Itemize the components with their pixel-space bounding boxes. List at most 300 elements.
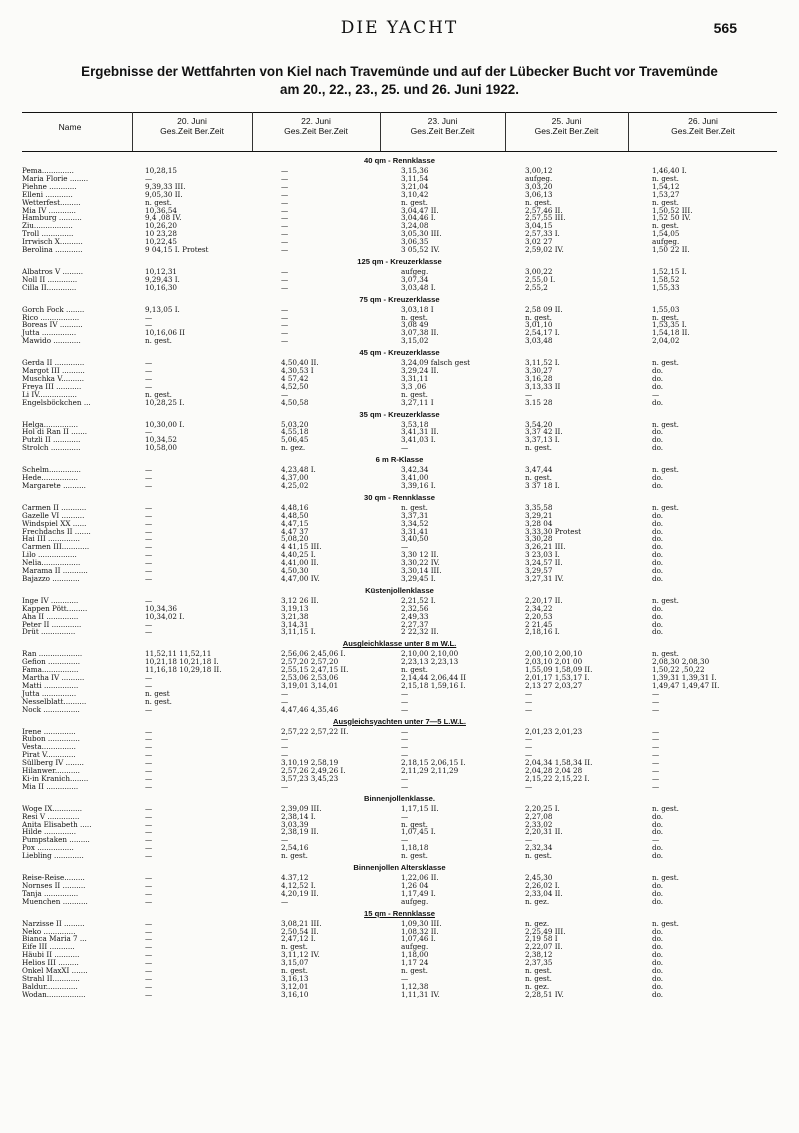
time-cell: 3,27,11 I (401, 397, 434, 407)
time-cell: — (281, 781, 289, 791)
time-cell: 10,58,00 (145, 443, 178, 453)
time-cell: 2,23,13 2,23,13 (401, 657, 459, 667)
yacht-name: Maria Florie ........ (22, 173, 89, 183)
date-label: 26. Juni (688, 116, 718, 126)
time-cell: 1,52 50 IV. (652, 213, 691, 223)
time-cell: n. gest. (401, 819, 428, 829)
time-cell: 3,06,13 (525, 189, 553, 199)
time-cell: do. (652, 619, 664, 629)
time-cell: do. (652, 443, 664, 453)
time-cell: 3,11,52 I. (525, 358, 560, 368)
time-cell: 4,12,52 I. (281, 880, 316, 890)
time-cell: n. gest. (401, 851, 428, 861)
time-cell: aufgeg. (401, 896, 429, 906)
time-cell: 10,16,06 II (145, 328, 185, 338)
table-row (0, 735, 799, 743)
table-row (0, 399, 799, 407)
yacht-name: Frechdachs II ....... (22, 526, 91, 536)
time-cell: — (401, 742, 409, 752)
table-row (0, 482, 799, 490)
time-cell: — (145, 480, 153, 490)
time-cell: — (145, 542, 153, 552)
time-cell: 10,34,36 (145, 603, 178, 613)
table-row (0, 230, 799, 238)
time-cell: 1,55,03 (652, 304, 680, 314)
time-cell: 1,50,52 III. (652, 205, 693, 215)
time-cell: do. (652, 958, 664, 968)
time-cell: — (145, 934, 153, 944)
time-cell: 2,57,46 II. (525, 205, 563, 215)
time-cell: n. gest. (281, 942, 308, 952)
time-cell: — (145, 558, 153, 568)
yacht-name: Boreas IV .......... (22, 320, 83, 330)
time-cell: 3,16,13 (281, 973, 309, 983)
yacht-name: Nesselblatt.......... (22, 696, 87, 706)
time-cell: 2,01,17 1,53,17 I. (525, 673, 590, 682)
table-row (0, 975, 799, 983)
time-cell: 2,20,53 (525, 611, 553, 621)
time-cell: 2,10,00 2,10,00 (401, 649, 459, 659)
time-cell: n. gest. (401, 966, 428, 975)
time-cell: — (281, 282, 289, 292)
table-row (0, 329, 799, 337)
time-cell: 3,24,09 falsch gest (401, 358, 471, 368)
yacht-name: Reise-Reise......... (22, 873, 85, 882)
time-cell: 2,57,20 2,57,20 (281, 657, 339, 667)
yacht-name: Lilo ................. (22, 550, 77, 560)
time-cell: 1,18,00 (401, 950, 429, 960)
class-section-heading (0, 156, 799, 166)
table-row (0, 805, 799, 813)
time-cell: do. (652, 843, 664, 853)
time-cell: — (281, 166, 289, 175)
time-cell: 3,30,27 (525, 366, 553, 375)
time-cell: 2,25,49 III. (525, 926, 566, 936)
time-cell: n. gest. (145, 336, 172, 346)
time-cell: 3,41,00 (401, 473, 429, 482)
time-cell: 10,30,00 I. (145, 419, 185, 429)
table-row (0, 512, 799, 520)
table-row (0, 183, 799, 191)
time-cell: 9,29,43 I. (145, 274, 180, 284)
time-cell: 4 41,15 III. (281, 542, 322, 552)
time-cell: 2 22,32 II. (401, 627, 439, 637)
table-row (0, 775, 799, 783)
class-section-heading (0, 586, 799, 596)
yacht-name: Cilla II............. (22, 282, 77, 292)
yacht-name: Vesta............... (22, 742, 76, 752)
time-cell: — (145, 942, 153, 952)
time-cell: — (652, 781, 660, 791)
time-cell: 3,30 12 II. (401, 550, 439, 560)
time-cell: — (145, 766, 153, 775)
time-cell: 3,11,54 (401, 173, 429, 183)
yacht-name: Matti ............... (22, 680, 79, 690)
class-section-heading (0, 863, 799, 873)
yacht-name: Elleni ............ (22, 189, 73, 199)
time-cell: — (525, 750, 533, 760)
yacht-name: Jutta ............... (22, 328, 77, 338)
date-label: 25. Juni (551, 116, 582, 126)
time-cell: 4,50,40 II. (281, 358, 319, 368)
time-cell: 4,30,53 I (281, 366, 314, 375)
table-row (0, 852, 799, 860)
time-cell: — (145, 550, 153, 560)
time-cell: — (145, 510, 153, 520)
time-cell: do. (652, 851, 664, 861)
time-cell: 3,10,19 2,58,19 (281, 758, 339, 768)
time-cell: 1,46,40 I. (652, 166, 687, 175)
time-cell: n. gez. (525, 896, 550, 906)
yacht-name: Nelia................. (22, 558, 81, 568)
time-cell: 2,59,02 IV. (525, 245, 564, 254)
time-cell: do. (652, 603, 664, 613)
time-cell: 1,54,05 (652, 229, 680, 239)
time-cell: — (145, 726, 153, 736)
time-cell: 3,01,10 (525, 320, 553, 330)
time-cell: 3,21,04 (401, 181, 429, 191)
table-row (0, 890, 799, 898)
time-cell: — (525, 781, 533, 791)
time-cell: n. gest. (525, 851, 552, 861)
time-cell: 1,18,18 (401, 843, 429, 853)
time-cell: do. (652, 435, 664, 445)
time-cell: do. (652, 566, 664, 575)
time-cell: — (652, 742, 660, 752)
time-cell: 2 21,45 (525, 619, 553, 629)
time-cell: 2,00,10 2,00,10 (525, 649, 583, 659)
yacht-name: Ki-in Kranich........ (22, 773, 89, 783)
time-cell: 2,45,30 (525, 873, 553, 882)
time-cell: 3,00,22 (525, 266, 553, 276)
time-cell: — (281, 320, 289, 330)
table-row (0, 383, 799, 391)
time-cell: — (145, 595, 153, 605)
time-cell: do. (652, 934, 664, 944)
time-cell: 3,03,20 (525, 181, 553, 191)
table-row (0, 698, 799, 706)
yacht-name: Fama................ (22, 665, 79, 675)
column-header-26-juni (630, 116, 776, 136)
time-cell: 3,07,38 II. (401, 328, 439, 338)
time-cell: — (145, 573, 153, 583)
time-cell: n. gez. (281, 443, 306, 453)
time-cell: 3,02 27 (525, 237, 553, 247)
time-cell: 1,50,22 ,50,22 (652, 665, 705, 675)
time-cell: — (145, 366, 153, 375)
table-row (0, 628, 799, 636)
yacht-name: Windspiel XX ...... (22, 518, 87, 528)
time-cell: do. (652, 819, 664, 829)
class-section-heading (0, 257, 799, 267)
time-cell: 1,22,06 II. (401, 873, 439, 882)
time-cell: — (145, 958, 153, 968)
yacht-name: Strolch ............. (22, 443, 81, 453)
table-row (0, 935, 799, 943)
table-row (0, 836, 799, 844)
time-cell: 3,04,46 I. (401, 213, 436, 223)
class-section-title: 30 qm - Rennklasse (364, 492, 435, 502)
table-row (0, 920, 799, 928)
yacht-name: Hilde .............. (22, 827, 76, 837)
time-cell: 2,22,07 II. (525, 942, 563, 952)
time-cell: 2,03,10 2,01 00 (525, 657, 583, 667)
class-section-heading (0, 493, 799, 503)
time-cell: 3,21,38 (281, 611, 309, 621)
time-cell: 2,54,17 I. (525, 328, 560, 338)
table-row (0, 882, 799, 890)
time-cell: — (525, 696, 533, 706)
time-cell: 3,24,08 (401, 221, 429, 231)
time-cell: 3,03,39 (281, 819, 309, 829)
time-cell: n. gest. (525, 197, 552, 207)
time-cell: do. (652, 888, 664, 898)
time-cell: do. (652, 558, 664, 568)
time-cell: n. gez. (525, 918, 550, 928)
journal-title: DIE YACHT (340, 18, 459, 38)
time-cell: 2,20,25 I. (525, 803, 560, 813)
time-cell: 2,27,08 (525, 811, 553, 821)
time-cell: — (401, 726, 409, 736)
time-cell: do. (652, 896, 664, 906)
table-row (0, 951, 799, 959)
time-cell: 1,53,27 (652, 189, 680, 199)
time-cell: 4,50,58 (281, 397, 309, 407)
time-cell: — (145, 473, 153, 482)
time-cell: 1,12,38 (401, 981, 429, 991)
time-cell: 2,18,16 I. (525, 627, 560, 637)
yacht-name: Ran ................... (22, 649, 83, 659)
table-row (0, 367, 799, 375)
yacht-name: Neko .............. (22, 926, 76, 936)
class-section-title: 40 qm - Rennklasse (364, 156, 435, 165)
time-cell: 2,21,52 I. (401, 595, 436, 605)
time-cell: 2,32,34 (525, 843, 553, 853)
time-cell: — (401, 773, 409, 783)
time-cell: — (281, 750, 289, 760)
table-row (0, 743, 799, 751)
time-cell: 2,57,22 2,57,22 II. (281, 726, 349, 736)
yacht-name: Li IV................. (22, 389, 77, 399)
time-cell: 3.15 28 (525, 397, 553, 407)
time-cell: do. (652, 427, 664, 437)
time-cell: — (281, 274, 289, 284)
time-cell: 2,55,15 2,47,15 II. (281, 665, 349, 675)
time-cell: 4 57,42 (281, 373, 309, 383)
class-section-title: 75 qm - Kreuzerklasse (359, 294, 440, 304)
time-cell: — (145, 734, 153, 744)
time-cell: — (281, 266, 289, 276)
class-section-heading (0, 717, 799, 727)
yacht-name: Martha IV .......... (22, 673, 85, 682)
class-section-heading (0, 295, 799, 305)
table-row (0, 466, 799, 474)
time-cell: 3,15,07 (281, 958, 309, 968)
time-cell: — (281, 245, 289, 254)
table-row (0, 613, 799, 621)
time-cell: 1,39,31 1,39,31 I. (652, 673, 717, 682)
subheader-label: Ges.Zeit Ber.Zeit (671, 126, 735, 136)
time-cell: — (145, 320, 153, 330)
time-cell: do. (652, 880, 664, 890)
time-cell: 2,34,22 (525, 603, 553, 613)
time-cell: 2,57,26 2,49,26 I. (281, 766, 346, 775)
time-cell: — (652, 758, 660, 768)
table-row (0, 991, 799, 999)
table-row (0, 504, 799, 512)
time-cell: — (145, 973, 153, 983)
yacht-name: Schelm.............. (22, 465, 81, 475)
table-row (0, 191, 799, 199)
time-cell: 4.37,12 (281, 873, 309, 882)
yacht-name: Pema.............. (22, 166, 74, 175)
table-row (0, 222, 799, 230)
time-cell: 2,04,34 1,58,34 II. (525, 758, 593, 768)
yacht-name: Bianca Maria 7 ... (22, 934, 87, 944)
time-cell: 3,29,24 II. (401, 366, 439, 375)
time-cell: 3,41,31 II. (401, 427, 439, 437)
time-cell: — (145, 888, 153, 898)
time-cell: — (145, 843, 153, 853)
yacht-name: Mia IV ............ (22, 205, 76, 215)
time-cell: 2,53,06 2,53,06 (281, 673, 339, 682)
time-cell: — (525, 688, 533, 698)
time-cell: 1,26 04 (401, 880, 429, 890)
yacht-name: Inge IV ............ (22, 595, 79, 605)
time-cell: 2,04,02 (652, 336, 680, 346)
time-cell: do. (652, 966, 664, 975)
time-cell: 3,39,16 I. (401, 480, 436, 490)
time-cell: n. gest. (525, 973, 552, 983)
yacht-name: Eife III ........... (22, 942, 75, 952)
time-cell: 3,13,33 II (525, 381, 561, 391)
class-section-title: Ausgleichklasse unter 8 m W.L. (342, 639, 457, 649)
time-cell: 3,27,31 IV. (525, 573, 564, 583)
class-section-title: Ausgleichsyachten unter 7—5 L.W.L. (333, 716, 466, 726)
table-row (0, 605, 799, 613)
time-cell: 3,19,13 (281, 603, 309, 613)
time-cell: — (145, 827, 153, 837)
time-cell: do. (652, 518, 664, 528)
yacht-name: Drüt ............... (22, 627, 76, 637)
time-cell: n. gest. (652, 221, 679, 231)
class-section-title: 125 qm - Kreuzerklasse (357, 256, 442, 266)
time-cell: — (281, 312, 289, 322)
time-cell: — (145, 373, 153, 383)
time-cell: do. (652, 534, 664, 544)
time-cell: — (401, 781, 409, 791)
time-cell: do. (652, 381, 664, 391)
time-cell: 2,13 27 2,03,27 (525, 680, 583, 690)
time-cell: — (401, 542, 409, 552)
yacht-name: Margarete .......... (22, 480, 86, 490)
time-cell: 4,25,02 (281, 480, 309, 490)
time-cell: — (525, 734, 533, 744)
time-cell: — (652, 389, 660, 399)
yacht-name: Gerda II ............. (22, 358, 85, 368)
time-cell: 2,20,31 II. (525, 827, 563, 837)
yacht-name: Kappen Pött......... (22, 603, 88, 613)
column-header-25-juni (507, 116, 626, 136)
time-cell: 3,04,47 II. (401, 205, 439, 215)
yacht-name: Liebling ............. (22, 851, 84, 861)
time-cell: — (281, 189, 289, 199)
yacht-name: Carmen III............ (22, 542, 90, 552)
time-cell: do. (652, 989, 664, 999)
results-title-line-2: am 20., 22., 23., 25. und 26. Juni 1922. (280, 82, 519, 97)
time-cell: 1,17 24 (401, 958, 429, 968)
time-cell: do. (652, 811, 664, 821)
time-cell: 4,52,50 (281, 381, 309, 391)
time-cell: — (145, 358, 153, 368)
time-cell: 4,47 37 (281, 526, 309, 536)
time-cell: n. gez. (525, 981, 550, 991)
table-row (0, 551, 799, 559)
table-row (0, 898, 799, 906)
time-cell: 1,11,31 IV. (401, 989, 440, 999)
time-cell: n. gest. (401, 197, 428, 207)
table-row (0, 959, 799, 967)
time-cell: 3,08 49 (401, 320, 429, 330)
yacht-name: Engelsböckchen ... (22, 397, 91, 407)
time-cell: 10,28,15 (145, 166, 178, 175)
yacht-name: Irene .............. (22, 726, 76, 736)
time-cell: n. gest. (652, 649, 679, 659)
yacht-name: Mia II .............. (22, 781, 79, 791)
time-cell: — (281, 696, 289, 706)
yacht-name: Hilanwer........... (22, 766, 80, 775)
results-title-line-1: Ergebnisse der Wettfahrten von Kiel nach Travemünde und auf der Lübecker Bucht vor Travemünde (81, 64, 718, 79)
yacht-name: Carmen II ........... (22, 502, 87, 512)
time-cell: — (281, 742, 289, 752)
yacht-name: Mawido ............ (22, 336, 81, 346)
yacht-name: Nock ................ (22, 704, 80, 714)
table-row (0, 436, 799, 444)
time-cell: 3,15,36 (401, 166, 429, 175)
yacht-name: Häubi II ........... (22, 950, 80, 960)
table-row (0, 268, 799, 276)
yacht-name: Bajazzo ............ (22, 573, 80, 583)
yacht-name: Aha II .............. (22, 611, 79, 621)
time-cell: 3,42,34 (401, 465, 429, 475)
column-header-23-juni (382, 116, 503, 136)
time-cell: n. gest. (145, 696, 172, 706)
time-cell: — (652, 734, 660, 744)
table-row (0, 474, 799, 482)
time-cell: 1,08,32 II. (401, 926, 439, 936)
time-cell: n. gest. (401, 665, 428, 675)
time-cell: 3,24,57 II. (525, 558, 563, 568)
time-cell: — (145, 851, 153, 861)
table-row (0, 813, 799, 821)
time-cell: — (145, 680, 153, 690)
time-cell: 10,16,30 (145, 282, 178, 292)
time-cell: n. gest. (652, 197, 679, 207)
table-row (0, 214, 799, 222)
table-row (0, 874, 799, 882)
table-row (0, 828, 799, 836)
time-cell: — (525, 835, 533, 845)
time-cell: 3,54,20 (525, 419, 553, 429)
date-label: 23. Juni (427, 116, 458, 126)
column-divider (132, 112, 133, 151)
time-cell: 3,30,22 IV. (401, 558, 440, 568)
table-row (0, 535, 799, 543)
time-cell: — (652, 704, 660, 714)
time-cell: 9,05,30 II. (145, 189, 183, 199)
time-cell: — (281, 896, 289, 906)
column-header-20-juni (134, 116, 250, 136)
